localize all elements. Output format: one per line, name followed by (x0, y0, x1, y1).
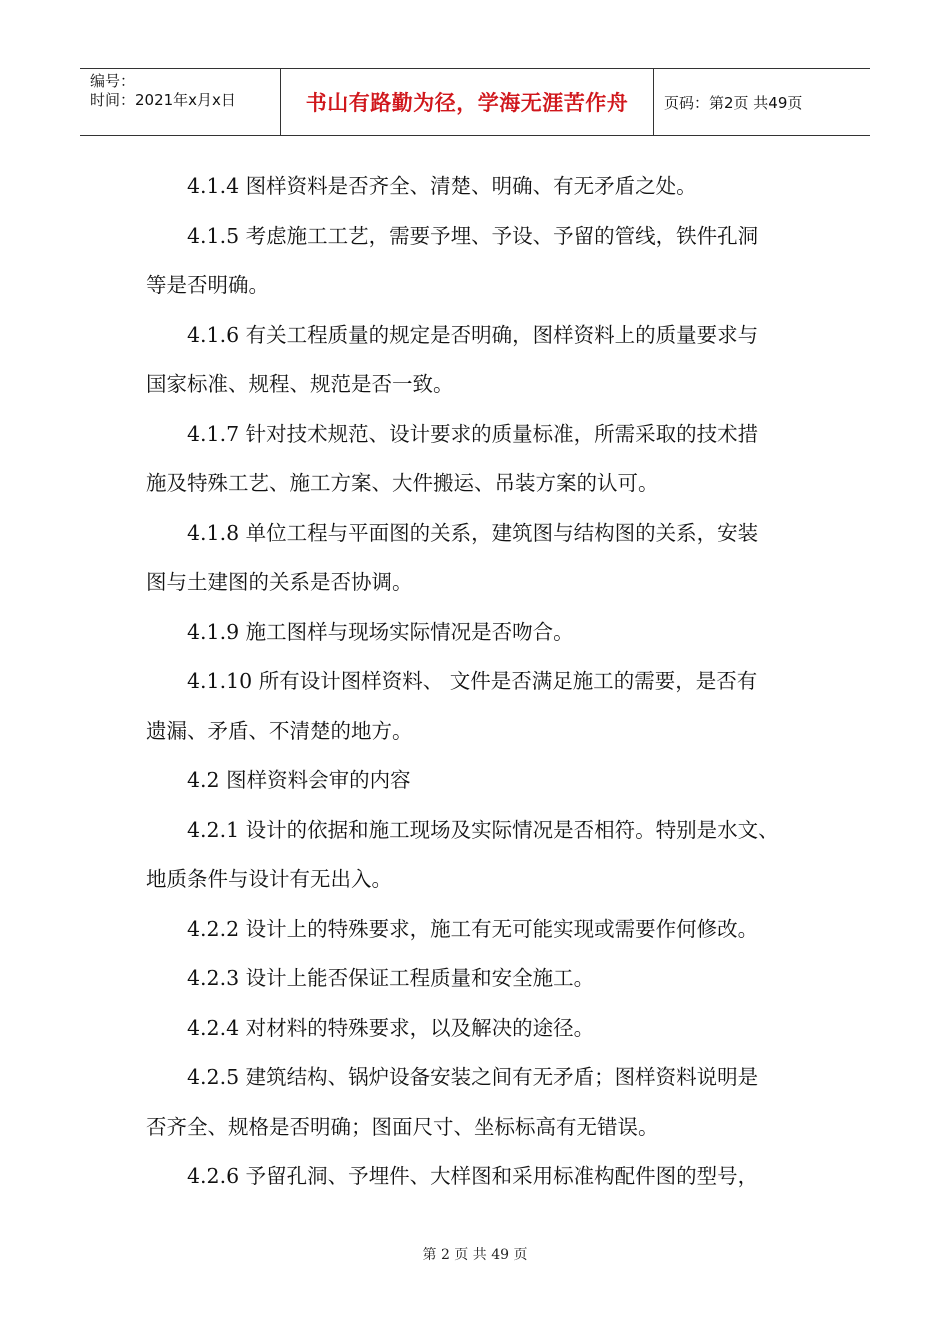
body-line: 4.2 图样资料会审的内容 (187, 768, 411, 792)
body-line: 等是否明确。 (146, 273, 269, 297)
page-header (80, 68, 870, 136)
document-code-label: 编号： (90, 72, 136, 90)
body-line: 4.1.10 所有设计图样资料、 文件是否满足施工的需要，是否有 (187, 669, 758, 693)
header-motto: 书山有路勤为径，学海无涯苦作舟 (281, 69, 654, 135)
body-line: 国家标准、规程、规范是否一致。 (146, 372, 454, 396)
page-footer: 第 2 页 共 49 页 (422, 1247, 528, 1263)
body-line: 4.1.4 图样资料是否齐全、清楚、明确、有无矛盾之处。 (187, 174, 697, 198)
body-line: 4.2.2 设计上的特殊要求，施工有无可能实现或需要作何修改。 (187, 916, 759, 941)
body-line: 4.2.6 予留孔洞、予埋件、大样图和采用标准构配件图的型号， (187, 1164, 759, 1188)
body-line: 图与土建图的关系是否协调。 (146, 570, 413, 594)
body-line: 4.1.5 考虑施工工艺，需要予埋、予设、予留的管线，铁件孔洞 (187, 223, 759, 248)
body-line: 地质条件与设计有无出入。 (146, 867, 392, 891)
body-line: 4.2.4 对材料的特殊要求，以及解决的途径。 (187, 1015, 595, 1040)
document-time-label: 时间：2021年x月x日 (90, 91, 236, 109)
body-line: 施及特殊工艺、施工方案、大件搬运、吊装方案的认可。 (146, 471, 659, 495)
body-line: 4.1.6 有关工程质量的规定是否明确，图样资料上的质量要求与 (187, 322, 759, 347)
header-page-info: 页码：第2页 共49页 (664, 93, 803, 112)
body-line: 否齐全、规格是否明确；图面尺寸、坐标标高有无错误。 (146, 1114, 659, 1139)
body-line: 遗漏、矛盾、不清楚的地方。 (146, 718, 413, 743)
body-line: 4.1.7 针对技术规范、设计要求的质量标准，所需采取的技术措 (187, 421, 759, 446)
document-body (146, 162, 816, 1202)
header-meta (80, 69, 281, 135)
body-line: 4.1.9 施工图样与现场实际情况是否吻合。 (187, 619, 574, 644)
body-line: 4.2.1 设计的依据和施工现场及实际情况是否相符。特别是水文、 (187, 817, 779, 842)
body-line: 4.2.3 设计上能否保证工程质量和安全施工。 (187, 966, 595, 990)
body-line: 4.2.5 建筑结构、锅炉设备安装之间有无矛盾；图样资料说明是 (187, 1065, 759, 1089)
body-line: 4.1.8 单位工程与平面图的关系，建筑图与结构图的关系，安装 (187, 520, 759, 545)
